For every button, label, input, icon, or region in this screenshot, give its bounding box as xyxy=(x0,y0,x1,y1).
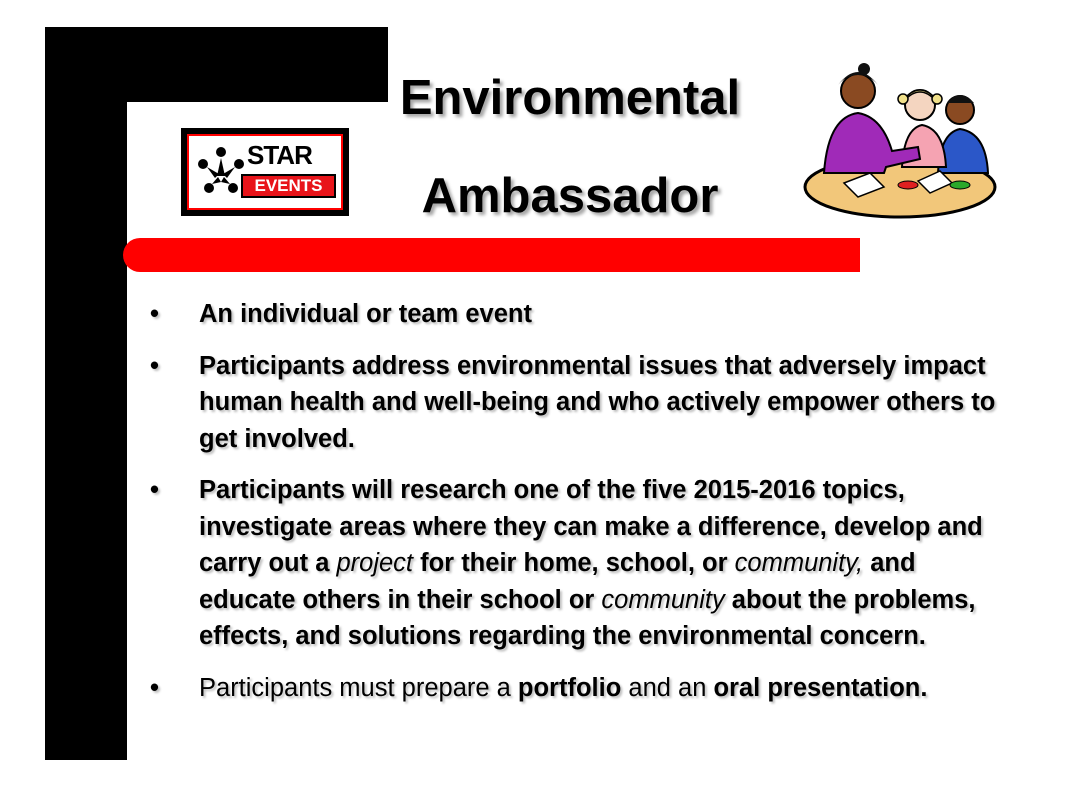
bullet-text: about the problems, effects, and solutions regarding the environmental concern. xyxy=(199,585,976,650)
bullet-text-bold: portfolio xyxy=(517,673,622,702)
bullet-text: and an xyxy=(621,673,714,702)
students-at-table-icon xyxy=(800,55,1000,225)
logo-events-badge: EVENTS xyxy=(241,174,336,198)
slide-title-line2: Ambassador xyxy=(421,169,719,223)
frame-left-bar xyxy=(45,27,127,760)
star-events-logo xyxy=(181,128,349,216)
bullet-item xyxy=(150,348,1010,458)
logo-star-text: STAR xyxy=(247,140,312,170)
bullet-text: Participants address environmental issues that adversely impact human health and well-being and who actively empower others to get involved. xyxy=(199,351,996,453)
bullet-text-italic: community xyxy=(601,585,725,614)
bullet-marker: • xyxy=(150,673,159,702)
bullet-item xyxy=(150,670,1010,707)
bullet-text: and educate others in their school or xyxy=(199,549,916,614)
bullet-text-italic: community, xyxy=(734,549,864,577)
bullet-text: for their home, school, or xyxy=(413,549,735,577)
red-divider-bar xyxy=(123,238,860,272)
bullet-list xyxy=(150,296,1010,721)
bullet-item xyxy=(150,296,1010,333)
bullet-text: Participants must prepare a xyxy=(199,673,518,702)
bullet-text-bold: oral presentation. xyxy=(713,673,928,702)
bullet-text: Participants will research one of the five 2015-2016 topics, investigate areas where they can make a difference, develop and carry out a xyxy=(199,476,983,577)
bullet-marker: • xyxy=(150,300,159,328)
slide-title-line1: Environmental xyxy=(399,71,741,125)
bullet-text: An individual or team event xyxy=(199,300,532,328)
frame-top-bar xyxy=(45,27,388,102)
bullet-marker: • xyxy=(150,476,159,504)
bullet-marker: • xyxy=(150,351,159,380)
bullet-item xyxy=(150,472,1010,655)
bullet-text-italic: project xyxy=(336,549,414,577)
